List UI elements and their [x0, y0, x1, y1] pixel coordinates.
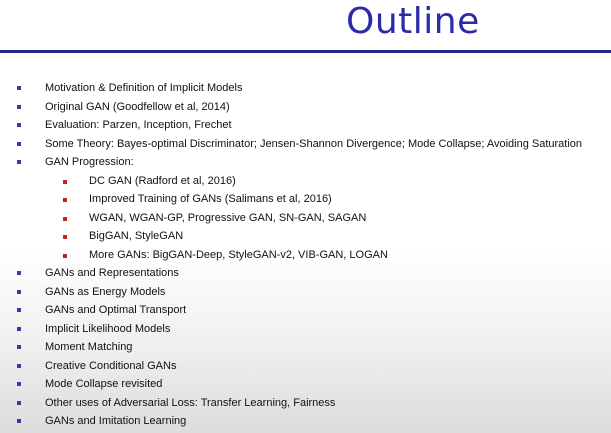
list-item-text: GANs as Energy Models	[45, 285, 166, 298]
list-item-text: Improved Training of GANs (Salimans et al, 2016)	[89, 193, 332, 205]
list-item	[0, 153, 611, 172]
list-item-text: DC GAN (Radford et al, 2016)	[89, 174, 236, 187]
list-item-text: BigGAN, StyleGAN	[89, 230, 184, 242]
square-bullet-icon	[17, 364, 21, 368]
list-item	[0, 264, 611, 283]
list-item	[0, 116, 611, 135]
title-divider	[0, 50, 611, 53]
list-item	[0, 98, 611, 117]
square-bullet-icon	[17, 271, 21, 275]
list-item-text: Mode Collapse revisited	[45, 378, 163, 390]
list-item	[0, 135, 611, 154]
square-bullet-icon	[17, 142, 21, 146]
square-bullet-icon	[17, 86, 21, 90]
list-item-text: Creative Conditional GANs	[45, 359, 177, 372]
red-square-bullet-icon	[63, 198, 67, 202]
list-item-text: Implicit Likelihood Models	[45, 322, 171, 335]
square-bullet-icon	[17, 160, 21, 164]
list-item	[0, 320, 611, 339]
list-item	[0, 412, 611, 431]
square-bullet-icon	[17, 105, 21, 109]
square-bullet-icon	[17, 345, 21, 349]
square-bullet-icon	[17, 419, 21, 423]
square-bullet-icon	[17, 401, 21, 405]
list-item	[0, 394, 611, 413]
red-square-bullet-icon	[63, 254, 67, 258]
sub-list-item	[0, 246, 611, 265]
list-item-text: Other uses of Adversarial Loss: Transfer Learning, Fairness	[45, 396, 336, 409]
red-square-bullet-icon	[63, 217, 67, 221]
list-item-text: WGAN, WGAN-GP, Progressive GAN, SN-GAN, SAGAN	[89, 211, 367, 224]
list-item	[0, 338, 611, 357]
square-bullet-icon	[17, 123, 21, 127]
list-item	[0, 79, 611, 98]
slide-title: Outline	[346, 1, 480, 42]
sub-list-item	[0, 227, 611, 246]
list-item-text: Original GAN (Goodfellow et al, 2014)	[45, 100, 230, 113]
list-item-text: Evaluation: Parzen, Inception, Frechet	[45, 119, 232, 131]
square-bullet-icon	[17, 327, 21, 331]
list-item	[0, 375, 611, 394]
red-square-bullet-icon	[63, 180, 67, 184]
list-item-text: Moment Matching	[45, 341, 133, 353]
list-item-text: GANs and Imitation Learning	[45, 415, 187, 427]
square-bullet-icon	[17, 382, 21, 386]
square-bullet-icon	[17, 308, 21, 312]
list-item-text: Motivation & Definition of Implicit Models	[45, 82, 243, 94]
outline-list	[0, 79, 611, 431]
red-square-bullet-icon	[63, 235, 67, 239]
list-item	[0, 283, 611, 302]
list-item-text: GANs and Representations	[45, 267, 179, 279]
sub-list-item	[0, 209, 611, 228]
sub-list-item	[0, 190, 611, 209]
list-item-text: Some Theory: Bayes-optimal Discriminator; Jensen-Shannon Divergence; Mode Collapse; Avoiding Saturation	[45, 137, 583, 150]
list-item-text: GAN Progression:	[45, 156, 134, 168]
list-item-text: More GANs: BigGAN-Deep, StyleGAN-v2, VIB-GAN, LOGAN	[89, 248, 388, 261]
sub-list-item	[0, 172, 611, 191]
list-item	[0, 357, 611, 376]
list-item	[0, 301, 611, 320]
list-item-text: GANs and Optimal Transport	[45, 304, 187, 316]
square-bullet-icon	[17, 290, 21, 294]
